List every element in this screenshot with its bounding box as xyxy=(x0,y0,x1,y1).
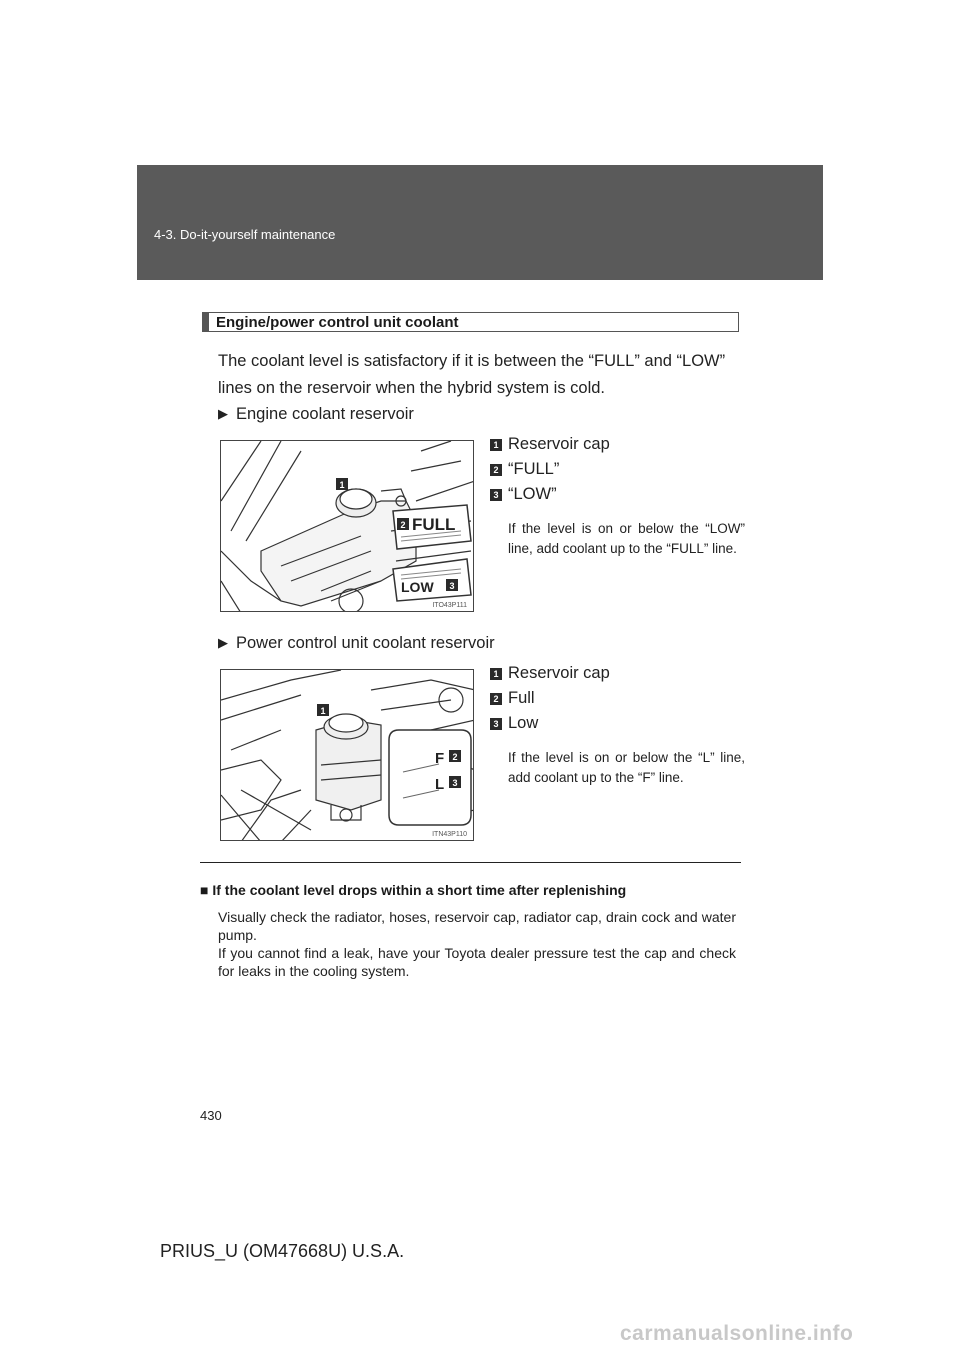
engine-callout-1: 1 xyxy=(339,480,345,490)
engine-callout-2: 2 xyxy=(400,520,406,530)
pcu-reservoir-heading xyxy=(218,634,495,653)
number-badge-icon: 2 xyxy=(490,693,502,705)
engine-reservoir-heading xyxy=(218,405,414,424)
pcu-legend-label-2: Full xyxy=(508,689,535,707)
pcu-legend-item-2 xyxy=(490,686,745,711)
pcu-legend-label-3: Low xyxy=(508,714,539,732)
engine-reservoir-illustration xyxy=(221,441,474,612)
note-heading xyxy=(200,882,626,898)
section-label: 4-3. Do-it-yourself maintenance xyxy=(154,227,336,242)
triangle-bullet-icon: ▶ xyxy=(218,635,228,650)
pcu-legend-item-1 xyxy=(490,661,745,686)
square-bullet-icon: ■ xyxy=(200,882,209,898)
engine-reservoir-heading-text: Engine coolant reservoir xyxy=(236,405,414,423)
engine-legend-item-2 xyxy=(490,457,745,482)
engine-legend xyxy=(490,432,745,559)
engine-callout-full: FULL xyxy=(412,515,456,534)
pcu-callout-2: 2 xyxy=(452,752,458,762)
engine-legend-label-2: “FULL” xyxy=(508,460,560,478)
pcu-callout-l: L xyxy=(435,776,445,793)
note-paragraph-1: Visually check the radiator, hoses, reservoir cap, radiator cap, drain cock and water pump. xyxy=(218,909,736,943)
engine-callout-3: 3 xyxy=(449,581,455,591)
engine-note: If the level is on or below the “LOW” line, add coolant up to the “FULL” line. xyxy=(508,521,745,556)
pcu-callout-f: F xyxy=(435,750,445,767)
engine-legend-label-3: “LOW” xyxy=(508,485,557,503)
number-badge-icon: 1 xyxy=(490,439,502,451)
title-accent-bar xyxy=(203,313,209,331)
triangle-bullet-icon: ▶ xyxy=(218,406,228,421)
pcu-note: If the level is on or below the “L” line, add coolant up to the “F” line. xyxy=(508,750,745,785)
pcu-reservoir-heading-text: Power control unit coolant reservoir xyxy=(236,634,495,652)
engine-callout-low: LOW xyxy=(401,579,434,595)
number-badge-icon: 3 xyxy=(490,489,502,501)
engine-legend-label-1: Reservoir cap xyxy=(508,435,610,453)
section-title-box xyxy=(202,312,739,332)
pcu-legend-item-3 xyxy=(490,711,745,736)
footer-model: PRIUS_U (OM47668U) U.S.A. xyxy=(160,1241,405,1261)
note-body xyxy=(218,908,736,980)
number-badge-icon: 2 xyxy=(490,464,502,476)
pcu-reservoir-figure xyxy=(220,669,474,841)
number-badge-icon: 1 xyxy=(490,668,502,680)
number-badge-icon: 3 xyxy=(490,718,502,730)
engine-legend-item-1 xyxy=(490,432,745,457)
note-paragraph-2: If you cannot find a leak, have your Toyota dealer pressure test the cap and check for leaks in the cooling system. xyxy=(218,945,736,979)
pcu-callout-3: 3 xyxy=(452,778,458,788)
engine-figure-code: ITO43P111 xyxy=(432,602,467,609)
page-header xyxy=(137,165,823,280)
section-title: Engine/power control unit coolant xyxy=(216,314,459,331)
pcu-figure-code: ITN43P110 xyxy=(432,831,467,838)
pcu-callout-1: 1 xyxy=(320,706,326,716)
section-divider xyxy=(200,862,741,863)
engine-legend-item-3 xyxy=(490,482,745,507)
pcu-legend-label-1: Reservoir cap xyxy=(508,664,610,682)
note-heading-text: If the coolant level drops within a short time after replenishing xyxy=(212,882,627,898)
page-number: 430 xyxy=(200,1108,222,1123)
watermark: carmanualsonline.info xyxy=(620,1322,854,1345)
intro-paragraph: The coolant level is satisfactory if it is between the “FULL” and “LOW” lines on the reservoir when the hybrid system is cold. xyxy=(218,352,726,397)
pcu-reservoir-illustration xyxy=(221,670,474,841)
engine-reservoir-figure xyxy=(220,440,474,612)
pcu-legend xyxy=(490,661,745,788)
